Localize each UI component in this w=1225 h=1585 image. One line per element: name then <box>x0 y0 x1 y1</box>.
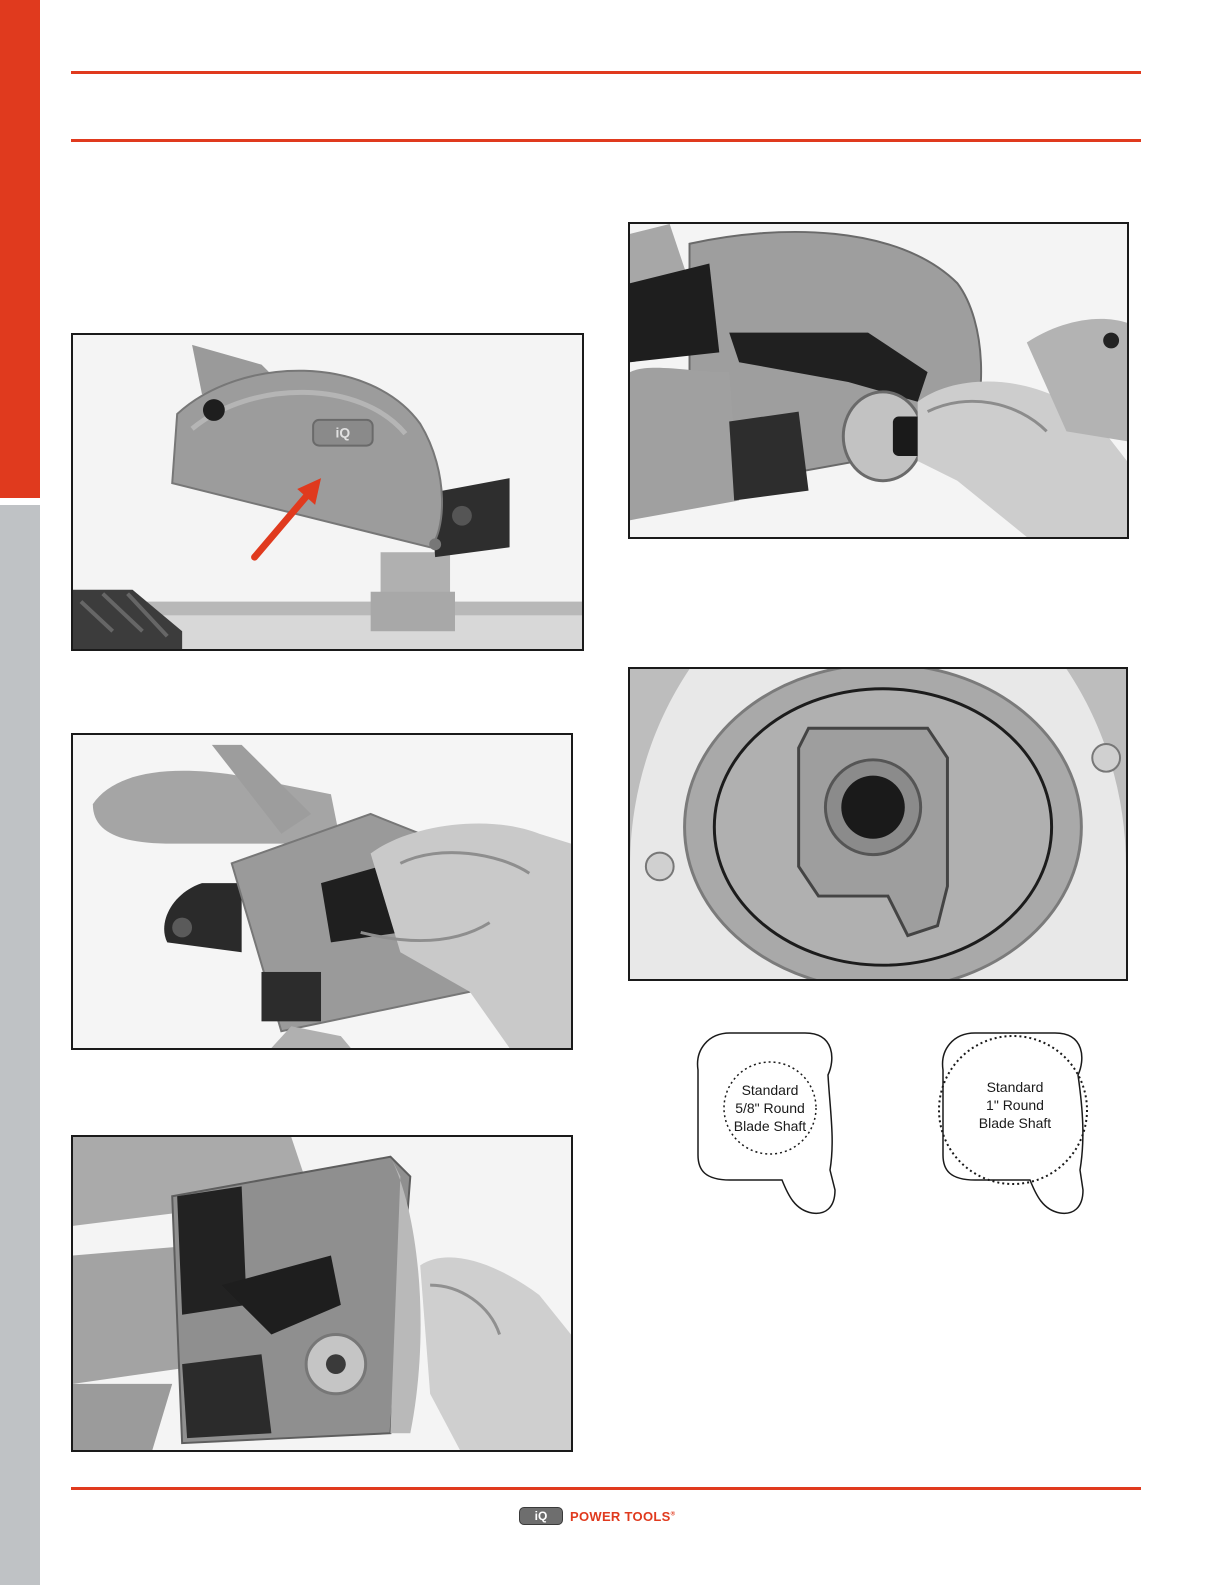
photo-arbor-nut <box>628 222 1129 539</box>
footer-rule <box>71 1487 1141 1490</box>
diagram-five-eighths-shaft <box>690 1030 840 1220</box>
sidebar-accent-red <box>0 0 40 498</box>
photo-flange-closeup <box>628 667 1128 981</box>
iq-badge-logo: iQ <box>519 1507 563 1525</box>
footer-logo <box>519 1506 675 1526</box>
header-rule-top <box>71 71 1141 74</box>
photo-guard-open <box>71 1135 573 1452</box>
header-rule-bottom <box>71 139 1141 142</box>
brand-name: POWER TOOLS® <box>570 1508 676 1524</box>
photo-knob-removal <box>71 733 573 1050</box>
photo-blade-guard <box>71 333 584 651</box>
diagram-label-five-eighths: Standard 5/8" Round Blade Shaft <box>733 1082 807 1134</box>
photo-iq-logo: iQ <box>335 424 351 441</box>
sidebar-accent-gray <box>0 505 40 1585</box>
diagram-label-one-inch: Standard 1" Round Blade Shaft <box>978 1079 1052 1131</box>
diagram-one-inch-shaft <box>935 1030 1095 1220</box>
